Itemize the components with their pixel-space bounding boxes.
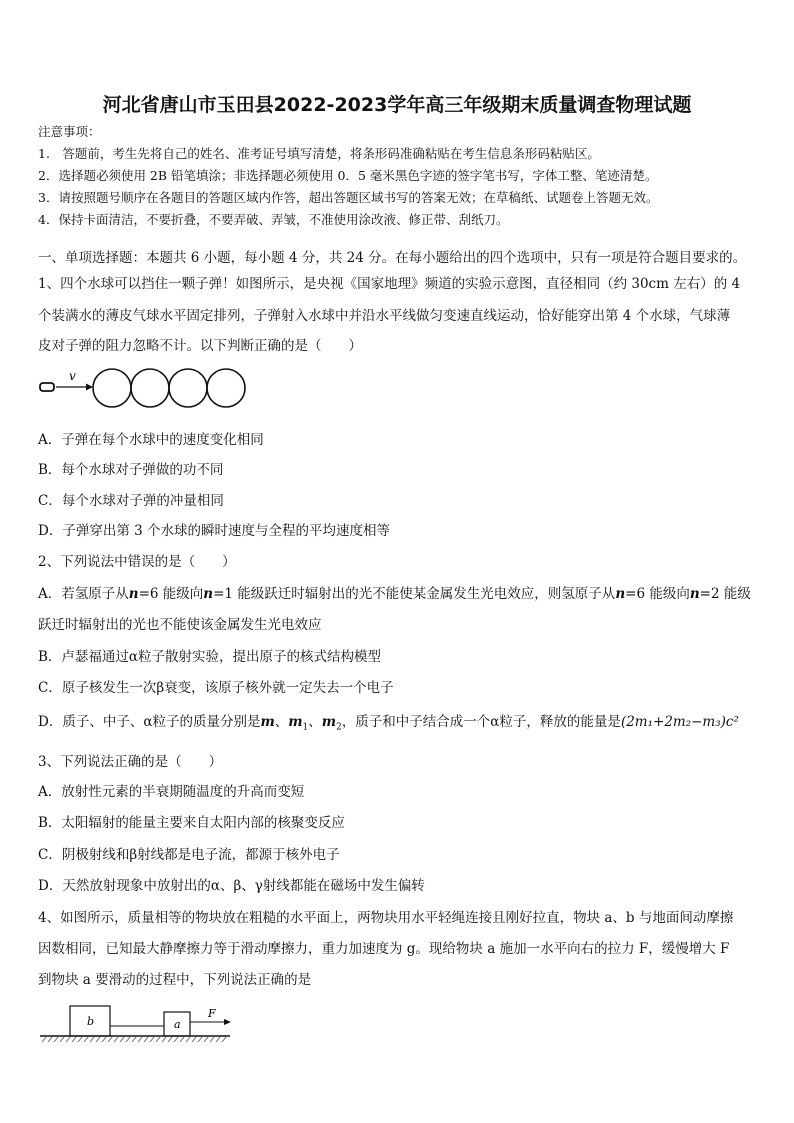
q2-option-d: D．质子、中子、α粒子的质量分别是m、$m_1$、$m_2$，质子和中子结合成一个α粒子，释放的能量是(2m₁+2m₂−m₃)c² [38,714,739,733]
notice-item-3: 3．请按照题号顺序在各题目的答题区域内作答，超出答题区域书写的答案无效；在草稿纸、试题卷上答题无效。 [38,190,659,205]
notice-item-2: 2．选择题必须使用 2B 铅笔填涂；非选择题必须使用 0．5 毫米黑色字迹的签字笔书写，字体工整、笔迹清楚。 [38,168,658,183]
q2-option-c: C．原子核发生一次β衰变，该原子核外就一定失去一个电子 [38,680,394,696]
subscript-1: 1 [302,722,309,733]
n-symbol: n [128,586,139,602]
q1-stem-line-2: 个装满水的薄皮气球水平固定排列，子弹射入水球中并沿水平线做匀变速直线运动，恰好能穿出第 4 个水球，气球薄 [38,308,731,324]
bullet-icon [40,383,54,391]
ground-hatch [42,1037,226,1042]
mass-symbol-m2: m [321,714,337,730]
q2-a-text-2: =6 能级向 [138,586,204,602]
block-a-label: a [174,1018,181,1031]
velocity-label: v [69,369,76,383]
n-symbol: n [615,586,626,602]
page-title: 河北省唐山市玉田县2022-2023学年高三年级期末质量调查物理试题 [102,94,692,116]
q3-option-a: A．放射性元素的半衰期随温度的升高而变短 [38,784,305,800]
q4-stem-line-1: 4、如图所示，质量相等的物块放在粗糙的水平面上，两物块用水平轻绳连接且刚好拉直，物块 a、b 与地面间动摩擦 [38,910,734,926]
n-symbol: n [203,586,214,602]
block-b-label: b [87,1015,95,1028]
q2-option-a-line-1 [38,582,751,602]
q2-option-b: B．卢瑟福通过α粒子散射实验，提出原子的核式结构模型 [38,649,382,665]
q3-stem: 3、下列说法正确的是（ ） [38,754,223,770]
section-heading: 一、单项选择题：本题共 6 小题，每小题 4 分，共 24 分。在每小题给出的四个选项中，只有一项是符合题目要求的。 [38,250,747,266]
q1-option-b: B．每个水球对子弹做的功不同 [38,462,224,478]
q2-a-text-5: =2 能级 [699,586,751,602]
q1-option-a: A．子弹在每个水球中的速度变化相同 [38,432,264,448]
q3-option-b: B．太阳辐射的能量主要来自太阳内部的核聚变反应 [38,815,345,831]
notice-item-1: 1. 答题前，考生先将自己的姓名、准考证号填写清楚，将条形码准确粘贴在考生信息条形码粘贴区。 [38,146,600,161]
q2-stem: 2、下列说法中错误的是（ ） [38,554,236,570]
subscript-2: 2 [336,722,342,733]
notice-item-4: 4．保持卡面清洁，不要折叠，不要弄破、弄皱，不准使用涂改液、修正带、刮纸刀。 [38,212,509,227]
q3-option-c: C．阴极射线和β射线都是电子流，都源于核外电子 [38,847,340,863]
q4-stem-line-2: 因数相同，已知最大静摩擦力等于滑动摩擦力，重力加速度为 g。现给物块 a 施加一水平向右的拉力 F，缓慢增大 F [38,941,730,957]
q4-blocks-figure [38,1002,238,1050]
q2-a-text-3: =1 能级跃迁时辐射出的光不能使某金属发生光电效应，则氢原子从 [213,586,616,602]
n-symbol: n [689,586,700,602]
q2-a-text-1: A．若氢原子从 [38,586,129,602]
q2-d-text-2: ，质子和中子结合成一个α粒子，释放的能量是 [341,714,621,730]
q1-option-d: D．子弹穿出第 3 个水球的瞬时速度与全程的平均速度相等 [38,523,390,539]
q1-stem-line-1: 1、四个水球可以挡住一颗子弹！如图所示，是央视《国家地理》频道的实验示意图，直径相同（约 30cm 左右）的 4 [38,276,741,292]
water-ball-4 [207,369,245,407]
q2-d-text-1: D．质子、中子、α粒子的质量分别是 [38,714,261,730]
notice-heading: 注意事项： [38,124,101,139]
q3-option-d: D．天然放射现象中放射出的α、β、γ射线都能在磁场中发生偏转 [38,878,425,894]
q1-stem-line-3: 皮对子弹的阻力忽略不计。以下判断正确的是（ ） [38,338,362,354]
water-ball-2 [131,369,169,407]
water-ball-1 [93,369,131,407]
energy-formula: (2m₁+2m₂−m₃)c² [620,714,739,730]
q2-a-text-4: =6 能级向 [625,586,690,602]
q4-stem-line-3: 到物块 a 要滑动的过程中，下列说法正确的是 [38,972,312,988]
water-ball-3 [169,369,207,407]
velocity-arrow-icon [56,384,93,391]
force-arrowhead-icon [224,1019,231,1025]
mass-symbol-m1: m [288,714,303,730]
force-label: F [208,1007,216,1020]
q1-water-balls-figure [36,364,246,412]
q1-option-c: C．每个水球对子弹的冲量相同 [38,493,224,509]
q2-option-a-line-2: 跃迁时辐射出的光也不能使该金属发生光电效应 [38,617,322,633]
mass-symbol-m: m [260,714,275,730]
